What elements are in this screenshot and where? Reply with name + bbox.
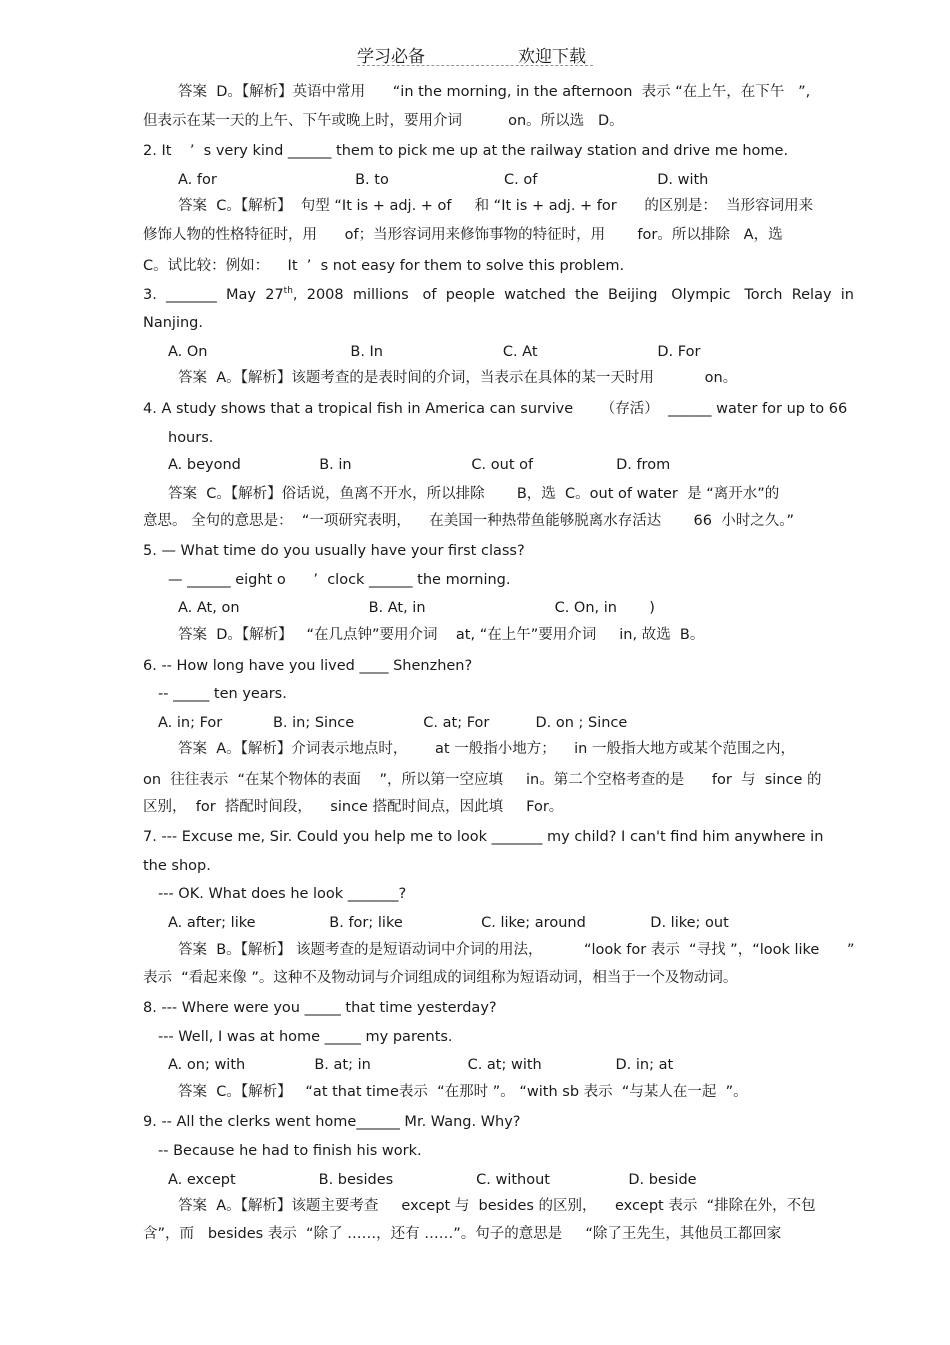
- line: 意思。 全句的意思是： “一项研究表明， 在美国一种热带鱼能够脱离水存活达 66 小时之久。”: [143, 513, 794, 529]
- line: 答案 C。【解析】俗话说，鱼离不开水，所以排除 B，选 C。out of water 是 “离开水”的: [168, 486, 780, 502]
- options-4: A. beyond B. in C. out of D. from: [168, 457, 671, 473]
- line: 表示 “看起来像 ”。这种不及物动词与介词组成的词组称为短语动词，相当于一个及物动词。: [143, 970, 738, 986]
- question-4: 4. A study shows that a tropical fish in America can survive （存活） ______ water for up to 66: [143, 401, 848, 417]
- options-5: A. At, on B. At, in C. On, in ): [178, 600, 655, 616]
- options-7: A. after; like B. for; like C. like; around D. like; out: [168, 915, 729, 931]
- line: -- Because he had to finish his work.: [158, 1143, 422, 1159]
- line: -- _____ ten years.: [158, 686, 287, 702]
- line: --- Well, I was at home _____ my parents.: [158, 1029, 453, 1045]
- line: 答案 B。【解析】 该题考查的是短语动词中介词的用法， “look for 表示 “寻找 ”，“look like ”: [178, 942, 855, 958]
- line: hours.: [168, 430, 214, 446]
- line: — ______ eight o ’ clock ______ the morning.: [168, 572, 511, 588]
- line: the shop.: [143, 858, 211, 874]
- line: Nanjing.: [143, 315, 203, 331]
- question-6: 6. -- How long have you lived ____ Shenzhen?: [143, 658, 473, 674]
- line: on 往往表示 “在某个物体的表面 ”，所以第一空应填 in。第二个空格考查的是 for 与 since 的: [143, 772, 822, 788]
- line: 答案 A。【解析】该题主要考查 except 与 besides 的区别， except 表示 “排除在外，不包: [178, 1198, 816, 1214]
- header-right-text: 欢迎下载: [518, 47, 586, 67]
- options-8: A. on; with B. at; in C. at; with D. in; at: [168, 1057, 674, 1073]
- line: 答案 D。【解析】英语中常用 “in the morning, in the afternoon 表示 “在上午，在下午 ”,: [178, 84, 811, 100]
- line: 答案 C。【解析】 句型 “It is + adj. + of 和 “It is + adj. + for 的区别是： 当形容词用来: [178, 198, 814, 214]
- line: 答案 A。【解析】介词表示地点时， at 一般指小地方； in 一般指大地方或某个范围之内，: [178, 741, 795, 757]
- question-7: 7. --- Excuse me, Sir. Could you help me to look _______ my child? I can't find him anywhere in: [143, 829, 824, 845]
- line: 修饰人物的性格特征时，用 of；当形容词用来修饰事物的特征时，用 for。所以排除 A，选: [143, 227, 783, 243]
- line: C。试比较：例如： It ’ s not easy for them to solve this problem.: [143, 258, 625, 274]
- options-6: A. in; For B. in; Since C. at; For D. on ; Since: [158, 715, 628, 731]
- question-9: 9. -- All the clerks went home______ Mr. Wang. Why?: [143, 1114, 521, 1130]
- question-5: 5. — What time do you usually have your first class?: [143, 543, 525, 559]
- line: 但表示在某一天的上午、下午或晚上时，要用介词 on。所以选 D。: [143, 113, 624, 129]
- options-2: A. for B. to C. of D. with: [178, 172, 709, 188]
- options-9: A. except B. besides C. without D. beside: [168, 1172, 697, 1188]
- line: --- OK. What does he look _______?: [158, 886, 407, 902]
- line: 答案 A。【解析】该题考查的是表时间的介词，当表示在具体的某一天时用 on。: [178, 370, 738, 386]
- line: 含”，而 besides 表示 “除了 ……，还有 ……”。句子的意思是 “除了王先生，其他员工都回家: [143, 1226, 782, 1242]
- header-left-text: 学习必备: [357, 47, 425, 67]
- line: 答案 C。【解析】 “at that time表示 “在那时 ”。 “with sb 表示 “与某人在一起 ”。: [178, 1084, 748, 1100]
- line: 答案 D。【解析】 “在几点钟”要用介词 at, “在上午”要用介词 in, 故选 B。: [178, 627, 705, 643]
- question-2: 2. It ’ s very kind ______ them to pick me up at the railway station and drive me home.: [143, 143, 789, 159]
- question-8: 8. --- Where were you _____ that time yesterday?: [143, 1000, 497, 1016]
- question-3: 3. _______ May 27th, 2008 millions of people watched the Beijing Olympic Torch Relay in: [143, 286, 854, 303]
- options-3: A. On B. In C. At D. For: [168, 344, 701, 360]
- line: 区别， for 搭配时间段， since 搭配时间点，因此填 For。: [143, 799, 564, 815]
